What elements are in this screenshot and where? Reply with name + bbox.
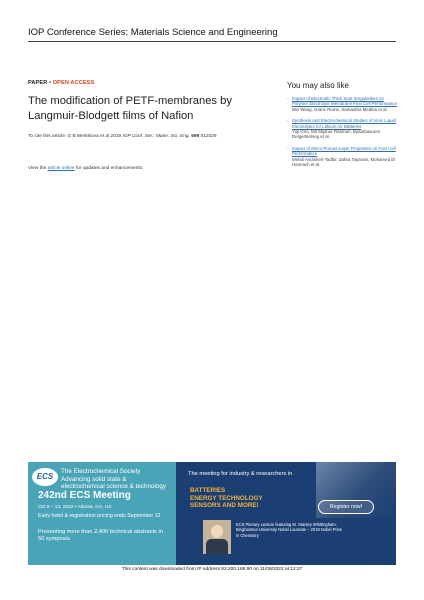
portrait-head (211, 525, 223, 538)
ad-dates: Oct 9 – 13, 2022 • Atlanta, GA, US (38, 505, 112, 510)
cite-prefix: To cite this article: G B Melnikova (28, 134, 99, 139)
register-button[interactable]: Register now! (318, 500, 374, 514)
cite-etal: et al (100, 134, 110, 139)
related-item-authors: Min Wang, Grace Rome, Samantha Medina et al. (292, 106, 388, 112)
tag-separator: • (49, 80, 52, 86)
ad-society: The Electrochemical Society Advancing solid state & electrochemical science & technology (61, 468, 167, 490)
related-articles (287, 81, 397, 167)
ad-keyword: ENERGY TECHNOLOGY (190, 494, 263, 502)
related-item-authors: Mehdi Andisheh-Tadbir, Zahra Tayarani, Mohamed El Hannach et al. (292, 156, 396, 168)
speaker-portrait (203, 520, 231, 554)
view-prefix: View the (28, 166, 47, 171)
view-suffix: for updates and enhancements. (75, 166, 144, 171)
paper-type: PAPER (28, 80, 48, 86)
cite-journal: IOP Conf. Ser.: Mater. Sci. Eng. (122, 134, 190, 139)
related-item (287, 96, 397, 112)
related-item (287, 118, 397, 140)
ad-early-pricing: Early hotel & registration pricing ends September 12 (38, 513, 161, 519)
view-online-line (28, 166, 143, 171)
article-online-link[interactable]: article online (47, 166, 75, 171)
cite-year: 2019 (110, 134, 122, 139)
related-item (287, 146, 397, 168)
portrait-body (206, 539, 228, 554)
related-heading: You may also like (287, 81, 349, 90)
ecs-advertisement[interactable] (28, 462, 396, 565)
ad-keywords (190, 487, 263, 510)
ad-keyword: SENSORS AND MORE! (190, 502, 259, 509)
ad-meeting-title: 242nd ECS Meeting (38, 490, 131, 501)
related-item-authors: Yuji Ono, Md Mijanur Rahman, Byambasuren Delgertsetseg et al. (292, 129, 381, 140)
paper-tag (28, 80, 278, 86)
related-item-title[interactable]: - Impact of Electrodic Thick Spot Irregularities on Polymer Electrolyte Membrane Fuel Cell Performance (292, 96, 397, 107)
ad-lecture: ECS Plenary Lecture featuring M. Stanley Whittingham, Binghamton University Nobel Laureate – 2019 Nobel Prize in Chemistry (236, 522, 343, 538)
open-access-badge: OPEN ACCESS (52, 80, 95, 86)
cite-number: 012029 (200, 134, 217, 139)
ad-keyword: BATTERIES (190, 487, 226, 494)
ad-abstracts: Presenting more than 2,400 technical abstracts in 50 symposia (38, 529, 163, 542)
journal-header: IOP Conference Series: Materials Science and Engineering (28, 27, 278, 38)
citation (28, 134, 278, 140)
article-main (28, 80, 278, 140)
header-rule (28, 41, 396, 42)
download-footer: This content was downloaded from IP address 82.200.168.90 on 11/08/2022 at 12:27 (121, 567, 303, 572)
cite-volume: 699 (191, 134, 200, 139)
related-item-title[interactable]: - Impact of Micro-Porous-Layer Properties on Fuel Cell Performance (292, 145, 396, 157)
related-item-title[interactable]: - Synthesis and Electrochemical Studies of Ionic Liquid Electrolytes for Lithium Air Batteries (292, 118, 396, 129)
ad-tagline: The meeting for industry & researchers in (188, 471, 293, 477)
article-title: The modification of PETF-membranes by Langmuir-Blodgett films of Nafion (28, 95, 232, 122)
ecs-logo-icon: ECS (32, 468, 58, 486)
